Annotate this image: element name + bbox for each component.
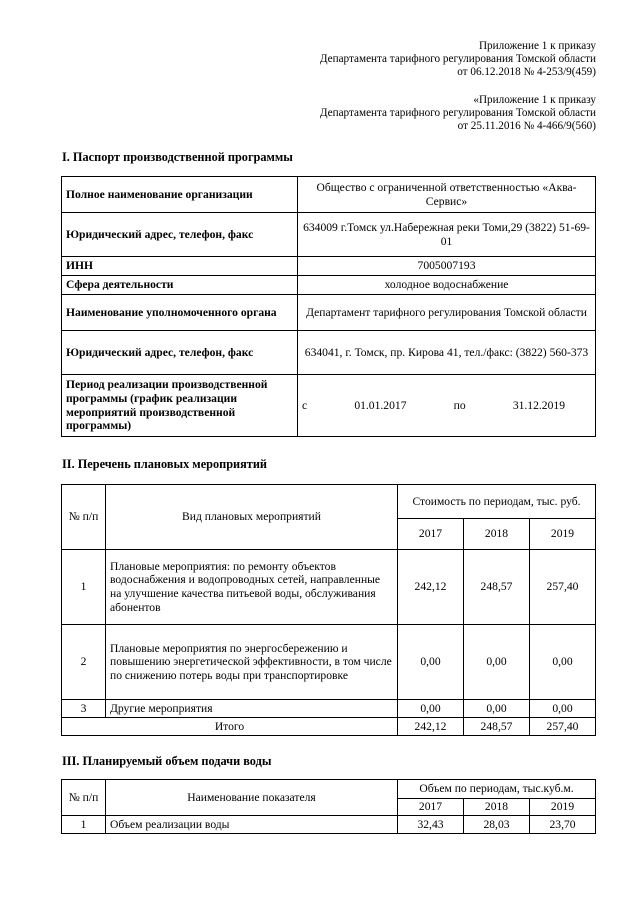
passport-label: Сфера деятельности: [62, 276, 298, 295]
col-header-cost: Стоимость по периодам, тыс. руб.: [398, 485, 596, 519]
total-value: 242,12: [398, 718, 464, 736]
table-row: [62, 295, 596, 331]
row-value: 0,00: [464, 700, 530, 718]
col-header-year: 2018: [464, 519, 530, 550]
water-volume-table: [61, 779, 596, 834]
passport-value: Департамент тарифного регулирования Томской области: [298, 295, 596, 331]
row-name: Плановые мероприятия: по ремонту объектов водоснабжения и водопроводных сетей, направленные на улучшение качества питьевой воды, обслуживания абонентов: [106, 550, 398, 625]
passport-period: [298, 375, 596, 437]
table-header-row: [62, 780, 596, 799]
row-value: 0,00: [398, 700, 464, 718]
table-row: [62, 213, 596, 257]
row-num: 2: [62, 625, 106, 700]
row-name: Плановые мероприятия по энергосбережению и повышению энергетической эффективности, в том числе по снижению потерь воды при транспортировке: [106, 625, 398, 700]
col-header-volume: Объем по периодам, тыс.куб.м.: [398, 780, 596, 799]
col-header-year: 2018: [464, 799, 530, 816]
passport-value: Общество с ограниченной ответственностью «Аква-Сервис»: [298, 177, 596, 213]
passport-value: 634009 г.Томск ул.Набережная реки Томи,29 (3822) 51-69-01: [298, 213, 596, 257]
passport-label: Наименование уполномоченного органа: [62, 295, 298, 331]
section-title-measures: II. Перечень плановых мероприятий: [62, 457, 268, 471]
section-title-water-volume: III. Планируемый объем подачи воды: [62, 754, 272, 768]
period-from-label: с: [302, 398, 308, 412]
col-header-name: Наименование показателя: [106, 780, 398, 816]
total-value: 257,40: [530, 718, 596, 736]
table-row: [62, 700, 596, 718]
period-from: 01.01.2017: [354, 398, 407, 412]
row-value: 0,00: [530, 700, 596, 718]
row-value: 248,57: [464, 550, 530, 625]
table-row: [62, 177, 596, 213]
table-row: [62, 375, 596, 437]
table-row: [62, 816, 596, 834]
row-value: 0,00: [464, 625, 530, 700]
col-header-num: № п/п: [62, 780, 106, 816]
row-value: 242,12: [398, 550, 464, 625]
row-value: 257,40: [530, 550, 596, 625]
header-line: от 25.11.2016 № 4-466/9(560): [457, 120, 596, 133]
total-label: Итого: [62, 718, 398, 736]
row-value: 23,70: [530, 816, 596, 834]
order-header-original: [320, 94, 596, 134]
row-value: 0,00: [530, 625, 596, 700]
row-num: 1: [62, 816, 106, 834]
passport-label: Период реализации производственной программы (график реализации мероприятий производственной программы): [62, 375, 298, 437]
passport-label: Юридический адрес, телефон, факс: [62, 331, 298, 375]
row-value: 32,43: [398, 816, 464, 834]
passport-table: [61, 176, 596, 437]
table-row: [62, 257, 596, 276]
col-header-year: 2019: [530, 519, 596, 550]
header-line: Департамента тарифного регулирования Томской области: [319, 107, 596, 120]
row-num: 3: [62, 700, 106, 718]
section-title-passport: I. Паспорт производственной программы: [62, 150, 293, 164]
order-header-current: [320, 40, 596, 80]
passport-label: Полное наименование организации: [62, 177, 298, 213]
measures-table: [61, 484, 596, 736]
col-header-num: № п/п: [62, 485, 106, 550]
header-line: «Приложение 1 к приказу: [473, 94, 596, 106]
period-to-label: по: [453, 398, 466, 412]
passport-value: 634041, г. Томск, пр. Кирова 41, тел./факс: (3822) 560-373: [298, 331, 596, 375]
header-line: от 06.12.2018 № 4-253/9(459): [457, 66, 596, 79]
row-value: 0,00: [398, 625, 464, 700]
passport-label: ИНН: [62, 257, 298, 276]
table-row: [62, 331, 596, 375]
period-to: 31.12.2019: [512, 398, 565, 412]
col-header-year: 2017: [398, 519, 464, 550]
table-total-row: [62, 718, 596, 736]
table-row: [62, 550, 596, 625]
passport-value: 7005007193: [298, 257, 596, 276]
col-header-year: 2017: [398, 799, 464, 816]
table-row: [62, 276, 596, 295]
row-name: Объем реализации воды: [106, 816, 398, 834]
col-header-year: 2019: [530, 799, 596, 816]
table-row: [62, 625, 596, 700]
total-value: 248,57: [464, 718, 530, 736]
table-header-row: [62, 485, 596, 519]
row-name: Другие мероприятия: [106, 700, 398, 718]
header-line: Департамента тарифного регулирования Томской области: [319, 53, 596, 66]
passport-value: холодное водоснабжение: [298, 276, 596, 295]
row-num: 1: [62, 550, 106, 625]
header-line: Приложение 1 к приказу: [478, 40, 596, 52]
row-value: 28,03: [464, 816, 530, 834]
passport-label: Юридический адрес, телефон, факс: [62, 213, 298, 257]
col-header-name: Вид плановых мероприятий: [106, 485, 398, 550]
